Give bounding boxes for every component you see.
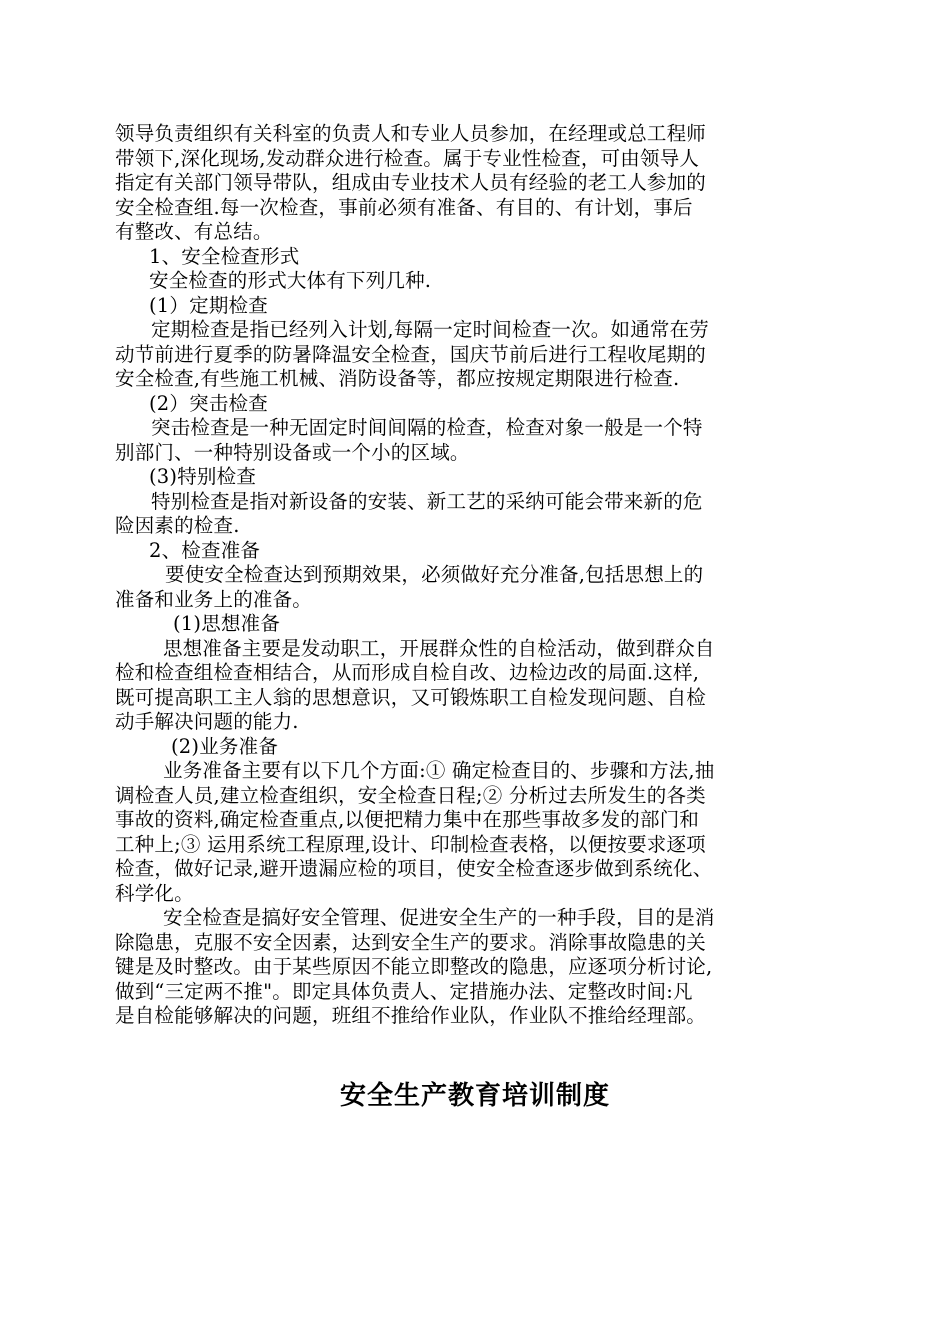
text-line: 事故的资料,确定检查重点,以便把精力集中在那些事故多发的部门和 bbox=[115, 808, 700, 831]
section-heading: 安全生产教育培训制度 bbox=[339, 1081, 610, 1111]
text-line: 业务准备主要有以下几个方面:① 确定检查目的、步骤和方法,抽 bbox=[163, 759, 715, 782]
text-line: 思想准备主要是发动职工，开展群众性的自检活动，做到群众自 bbox=[163, 636, 715, 660]
text-line: 做到“三定两不推"。即定具体负责人、定措施办法、定整改时间:凡 bbox=[115, 979, 693, 1003]
text-line: 带领下,深化现场,发动群众进行检查。属于专业性检查，可由领导人 bbox=[115, 146, 700, 170]
text-line: 是自检能够解决的问题，班组不推给作业队，作业队不推给经理部。 bbox=[115, 1004, 707, 1027]
text-line: 领导负责组织有关科室的负责人和专业人员参加，在经理或总工程师 bbox=[115, 122, 707, 145]
text-line: 别部门、一种特别设备或一个小的区域。 bbox=[115, 440, 470, 464]
text-line: (3)特别检查 bbox=[149, 465, 257, 488]
text-line: 有整改、有总结。 bbox=[115, 220, 273, 243]
text-line: 安全检查组.每一次检查，事前必须有准备、有目的、有计划，事后 bbox=[115, 195, 693, 219]
text-line: 动节前进行夏季的防暑降温安全检查，国庆节前后进行工程收尾期的 bbox=[115, 342, 707, 366]
text-line: (1)思想准备 bbox=[173, 612, 281, 635]
text-line: 要使安全检查达到预期效果，必须做好充分准备,包括思想上的 bbox=[165, 563, 704, 586]
text-line: (2）突击检查 bbox=[149, 391, 268, 415]
text-line: 检和检查组检查相结合，从而形成自检自改、边检边改的局面.这样, bbox=[115, 661, 700, 684]
text-line: 科学化。 bbox=[115, 881, 194, 905]
text-line: 动手解决问题的能力. bbox=[115, 710, 299, 733]
text-line: 2、检查准备 bbox=[149, 538, 261, 562]
text-line: 键是及时整改。由于某些原因不能立即整改的隐患，应逐项分析讨论, bbox=[115, 955, 713, 978]
text-line: 既可提高职工主人翁的思想意识，又可锻炼职工自检发现问题、自检 bbox=[115, 685, 707, 709]
text-line: 安全检查是搞好安全管理、促进安全生产的一种手段，目的是消 bbox=[163, 906, 715, 929]
text-line: 1、安全检查形式 bbox=[149, 244, 300, 268]
text-line: (2)业务准备 bbox=[171, 734, 279, 758]
text-line: 工种上;③ 运用系统工程原理,设计、印制检查表格，以便按要求逐项 bbox=[115, 832, 706, 856]
text-line: 安全检查的形式大体有下列几种. bbox=[149, 269, 432, 292]
text-line: 特别检查是指对新设备的安装、新工艺的采纳可能会带来新的危 bbox=[151, 489, 703, 513]
text-line: (1）定期检查 bbox=[149, 293, 268, 317]
text-line: 准备和业务上的准备。 bbox=[115, 587, 313, 611]
text-line: 指定有关部门领导带队，组成由专业技术人员有经验的老工人参加的 bbox=[115, 171, 707, 194]
text-line: 检查，做好记录,避开遗漏应检的项目，使安全检查逐步做到系统化、 bbox=[115, 857, 713, 880]
text-line: 安全检查,有些施工机械、消防设备等，都应按规定期限进行检查. bbox=[115, 367, 680, 390]
text-line: 险因素的检查. bbox=[115, 514, 240, 537]
document-body bbox=[115, 122, 840, 1029]
text-line: 除隐患，克服不安全因素，达到安全生产的要求。消除事故隐患的关 bbox=[115, 930, 707, 954]
text-line: 定期检查是指已经列入计划,每隔一定时间检查一次。如通常在劳 bbox=[151, 318, 709, 341]
text-line: 调检查人员,建立检查组织，安全检查日程;② 分析过去所发生的各类 bbox=[115, 783, 706, 807]
text-line: 突击检查是一种无固定时间间隔的检查，检查对象一般是一个特 bbox=[151, 416, 703, 439]
